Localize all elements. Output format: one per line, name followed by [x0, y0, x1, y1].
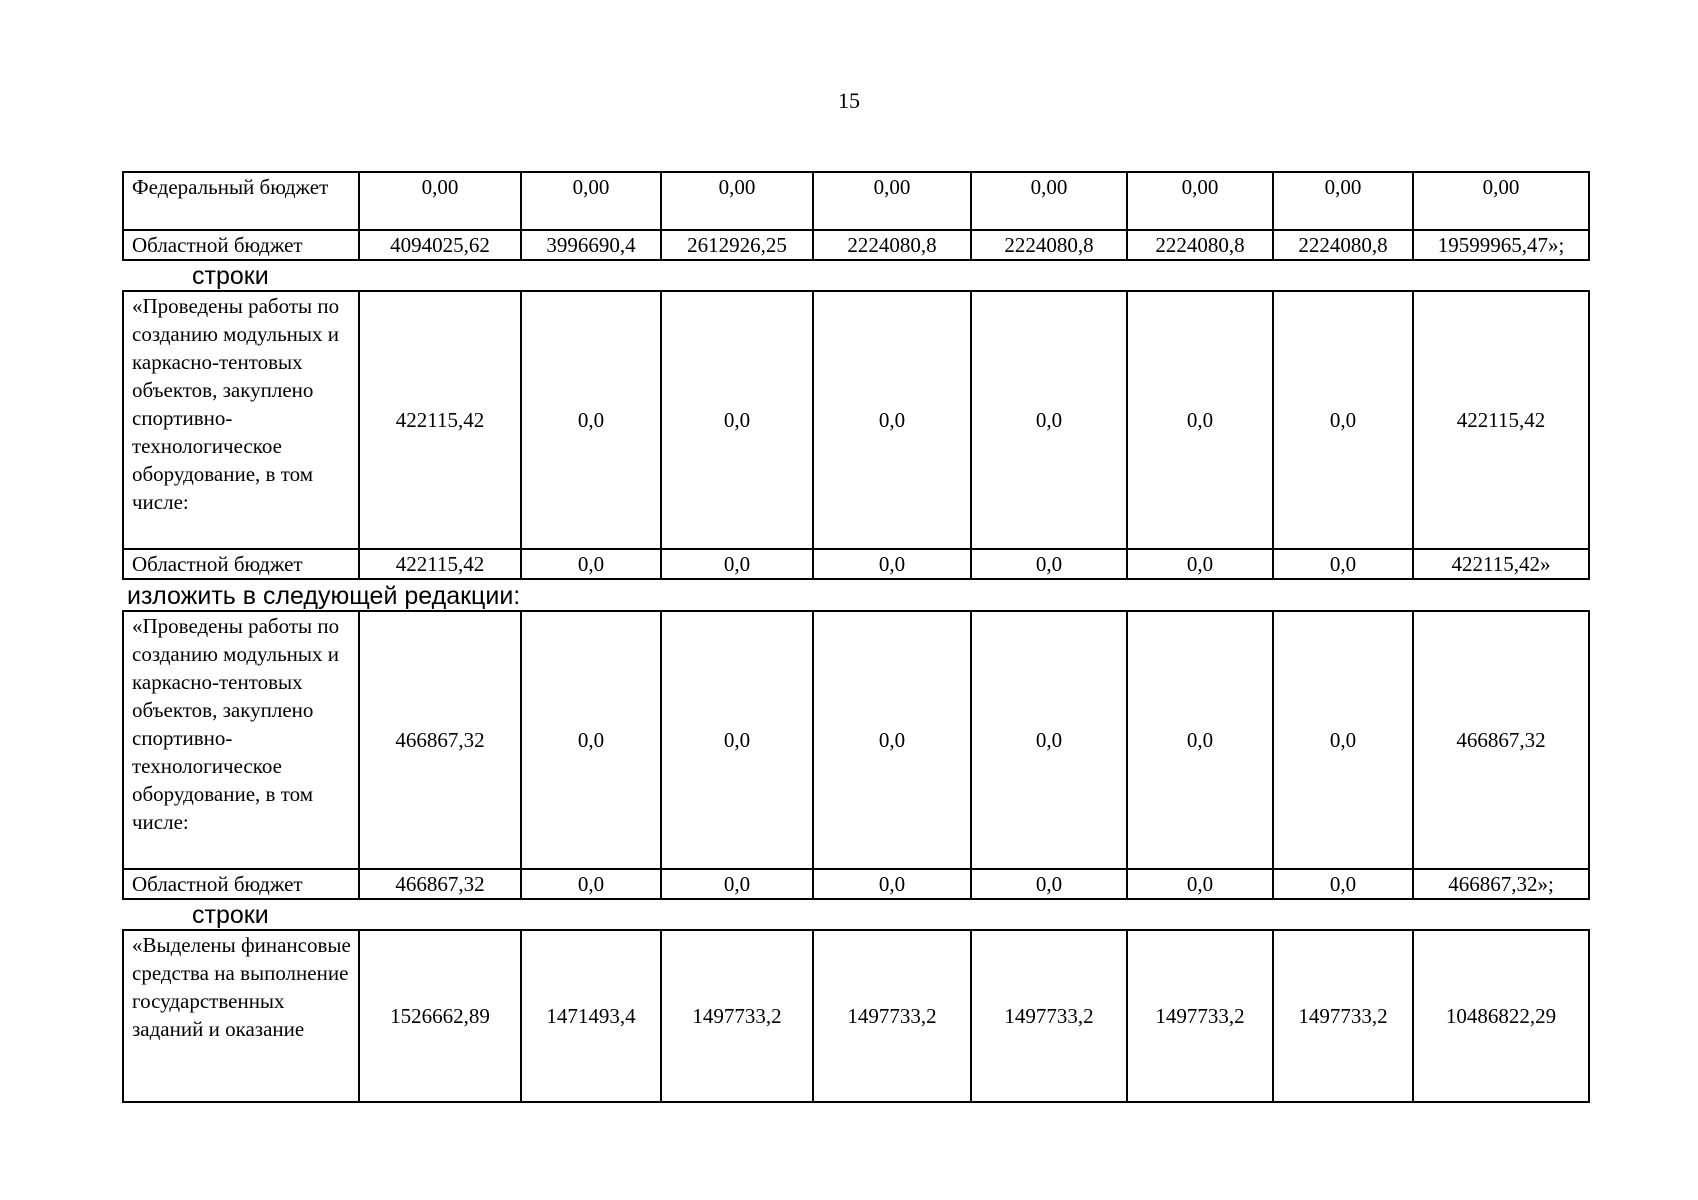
table-cell: 466867,32: [359, 869, 521, 899]
table-cell: 4094025,62: [359, 230, 521, 260]
table-cell: 0,0: [521, 291, 661, 549]
table-cell: 0,0: [813, 611, 971, 869]
table-cell: 0,00: [971, 172, 1127, 230]
table-cell: 0,0: [1273, 549, 1413, 579]
table-cell: 0,0: [1127, 611, 1273, 869]
table-cell: 0,00: [661, 172, 813, 230]
table-cell: 3996690,4: [521, 230, 661, 260]
table-cell: 0,0: [1273, 869, 1413, 899]
table-cell: 1497733,2: [1127, 930, 1273, 1102]
table-cell: 422115,42»: [1413, 549, 1589, 579]
row-label: Областной бюджет: [123, 230, 359, 260]
budget-table-bottom: [122, 929, 1590, 1103]
table-cell: 422115,42: [1413, 291, 1589, 549]
table-cell: 1497733,2: [661, 930, 813, 1102]
table-row: [123, 230, 1589, 260]
row-label: Федеральный бюджет: [123, 172, 359, 230]
table-row: [123, 172, 1589, 230]
table-cell: 1497733,2: [813, 930, 971, 1102]
table-cell: 0,00: [1273, 172, 1413, 230]
table-cell: 2612926,25: [661, 230, 813, 260]
table-row: [123, 869, 1589, 899]
table-cell: 19599965,47»;: [1413, 230, 1589, 260]
table-cell: 0,00: [1413, 172, 1589, 230]
table-cell: 0,0: [971, 291, 1127, 549]
table-cell: 0,0: [1273, 291, 1413, 549]
table-cell: 0,0: [661, 549, 813, 579]
table-cell: 2224080,8: [1127, 230, 1273, 260]
table-cell: 466867,32: [1413, 611, 1589, 869]
table-cell: 0,0: [1273, 611, 1413, 869]
separator-text: строки: [192, 901, 269, 929]
table-cell: 0,0: [971, 611, 1127, 869]
row-label: «Проведены работы по созданию модульных и каркасно-тентовых объектов, закуплено спортивно-технологическое оборудование, в том числе:: [123, 611, 359, 869]
table-row: [123, 291, 1589, 549]
table-cell: 466867,32»;: [1413, 869, 1589, 899]
table-cell: 0,0: [661, 291, 813, 549]
row-label: Областной бюджет: [123, 549, 359, 579]
row-label: «Выделены финансовые средства на выполнение государственных заданий и оказание: [123, 930, 359, 1102]
table-cell: 0,0: [1127, 869, 1273, 899]
table-cell: 0,0: [661, 869, 813, 899]
budget-table-old: [122, 290, 1590, 580]
table-cell: 2224080,8: [1273, 230, 1413, 260]
table-cell: 0,0: [521, 549, 661, 579]
table-cell: 2224080,8: [971, 230, 1127, 260]
table-row: [123, 549, 1589, 579]
table-cell: 0,0: [521, 611, 661, 869]
table-cell: 10486822,29: [1413, 930, 1589, 1102]
table-cell: 466867,32: [359, 611, 521, 869]
table-cell: 0,0: [813, 869, 971, 899]
table-cell: 2224080,8: [813, 230, 971, 260]
table-cell: 1471493,4: [521, 930, 661, 1102]
table-cell: 0,0: [1127, 291, 1273, 549]
table-row: [123, 611, 1589, 869]
table-cell: 0,00: [359, 172, 521, 230]
separator-text: изложить в следующей редакции:: [127, 582, 521, 610]
table-cell: 0,0: [971, 869, 1127, 899]
table-cell: 422115,42: [359, 549, 521, 579]
row-label: «Проведены работы по созданию модульных и каркасно-тентовых объектов, закуплено спортивно-технологическое оборудование, в том числе:: [123, 291, 359, 549]
table-row: [123, 930, 1589, 1102]
table-cell: 0,0: [661, 611, 813, 869]
table-cell: 1497733,2: [971, 930, 1127, 1102]
budget-table-top: [122, 171, 1590, 261]
table-cell: 422115,42: [359, 291, 521, 549]
row-label: Областной бюджет: [123, 869, 359, 899]
table-cell: 0,0: [971, 549, 1127, 579]
table-cell: 1497733,2: [1273, 930, 1413, 1102]
budget-table-new: [122, 610, 1590, 900]
table-cell: 0,0: [1127, 549, 1273, 579]
table-cell: 1526662,89: [359, 930, 521, 1102]
table-cell: 0,00: [521, 172, 661, 230]
table-cell: 0,0: [813, 549, 971, 579]
separator-text: строки: [192, 262, 269, 290]
table-cell: 0,00: [1127, 172, 1273, 230]
table-cell: 0,0: [813, 291, 971, 549]
table-cell: 0,0: [521, 869, 661, 899]
table-cell: 0,00: [813, 172, 971, 230]
page-number: 15: [838, 88, 860, 113]
